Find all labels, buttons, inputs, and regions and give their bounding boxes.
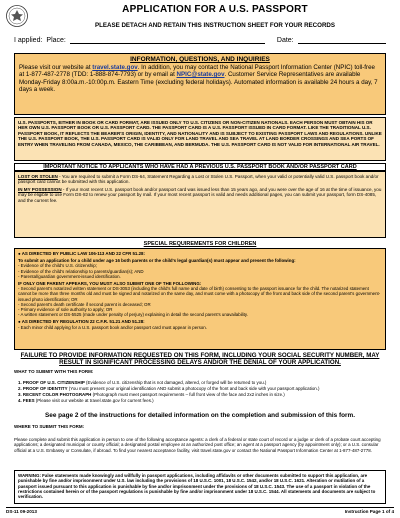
form-subtitle: PLEASE DETACH AND RETAIN THIS INSTRUCTION SHEET FOR YOUR RECORDS: [94, 22, 336, 29]
place-label: Place:: [46, 37, 66, 44]
info-text-2: . In addition, you may contact the National Passport Information Center (NPIC) toll-free at 1-877-487-2778 (TDD: 1-888-874-7793) or by email at: [19, 64, 375, 79]
item-text: (You must present your original identification AND submit a photocopy of the front and back side with your passport application.): [67, 386, 320, 391]
warning-box: WARNING: False statements made knowingly and willfully in passport applications, including affidavits or other documents submitted to support this application, are punishable by fine and/or imprisonment under U.S. law including the provisions of 18 U.S.C. 1001, 18 U.S.C. 1542, and/or 18 U.S.C. 1621. Alteration or mutilation of a passport issued pursuant to this application is punishable by fine and/or imprisonment under the provisions of 18 U.S.C. 1543. The use of a passport in violation of the restrictions contained herein or of the passport regulations is punishable by fine and/or imprisonment under 18 U.S.C. 1544. All statements and documents are subject to verification.: [14, 470, 386, 504]
info-box: [14, 53, 386, 115]
where-submit-text: Please complete and submit this application in person to one of the following acceptance agents: a clerk of a federal or state court of record or a judge or clerk of a probate court accepting applications; a designated municipal or county official; a designated postal employee at an authorized post office; an agent at a passport agency (by appointment only); or a U.S. consular official at a U.S. Embassy or Consulate, if abroad. To find your nearest acceptance facility, visit travel.state.gov or contact the National Passport Information Center at 1-877-487-2778.: [14, 437, 381, 453]
possession-paragraph: [18, 187, 382, 203]
minor-note: - Each minor child applying for a U.S. passport book and/or passport card must appear in person.: [18, 324, 207, 330]
item-label: 3. RECENT COLOR PHOTOGRAPH: [18, 392, 92, 397]
special-intro: To submit an application for a child under age 16 both parents or the child's legal guardian(s) must appear and present the following:: [18, 258, 296, 264]
submit-list: [18, 380, 386, 404]
law-2: AS DIRECTED BY REGULATION 22 C.F.R. 51.21 AND 51.28:: [21, 319, 145, 325]
page-number: Instruction Page 1 of 4: [344, 509, 394, 514]
applied-label: I applied:: [14, 37, 43, 44]
what-submit-heading: WHAT TO SUBMIT WITH THIS FORM:: [14, 369, 94, 374]
item-label: 2. PROOF OF IDENTITY: [18, 386, 68, 391]
item-text: (Evidence of U.S. citizenship that is not damaged, altered, or forged will be returned to you.): [84, 380, 267, 385]
list-item: [18, 398, 386, 404]
opt-1: - Second parent's notarized written statement or DS-3053 (including the child's full name and date of birth) consenting to the passport issuance for the child. The notarized statement cannot be more than three months old and must be signed and notarized on the same day, and must come with a photocopy of the front and back side of the second parent's government-issued photo identification; OR: [18, 286, 381, 302]
website-link[interactable]: travel.state.gov: [92, 64, 138, 71]
notice-heading: IMPORTANT NOTICE TO APPLICANTS WHO HAVE HAD A PREVIOUS U.S. PASSPORT BOOK AND/OR PASSPORT CARD: [14, 163, 386, 171]
req-3: - Parental/guardian government-issued identification.: [18, 273, 121, 279]
item-text: (Please visit our website at travel.state.gov for current fees.): [34, 398, 154, 403]
one-parent-heading: IF ONLY ONE PARENT APPEARS, YOU MUST ALSO SUBMIT ONE OF THE FOLLOWING:: [18, 281, 202, 287]
item-text: (Photograph must meet passport requirements – full front view of the face and 2x2 inches in size.): [91, 392, 285, 397]
applied-row: [14, 34, 386, 44]
bullet-icon: ●: [18, 251, 22, 256]
req-2: - Evidence of the child's relationship to parents/guardian(s); AND: [18, 268, 144, 274]
law-1: AS DIRECTED BY PUBLIC LAW 106-113 AND 22 CFR 51.28:: [21, 251, 145, 256]
info-text-3: . Customer Service Representatives are available Monday-Friday 8:00a.m.-10:00p.m. Eastern Time (excluding federal holidays). Automated information is available 24 hours a day, 7 days a week.: [19, 71, 378, 93]
form-id: DS-11 09-2013: [6, 509, 37, 514]
lost-label: LOST OR STOLEN: [18, 174, 58, 179]
usp-passport-box: U.S. PASSPORTS, EITHER IN BOOK OR CARD FORMAT, ARE ISSUED ONLY TO U.S. CITIZENS OR NON-CITIZEN NATIONALS. EACH PERSON MUST OBTAIN HIS OR HER OWN U.S. PASSPORT BOOK OR U.S. PASSPORT CARD. THE PASSPORT CARD IS A U.S. PASSPORT ISSUED IN CARD FORMAT. LIKE THE TRADITIONAL U.S. PASSPORT BOOK, IT REFLECTS THE BEARER'S ORIGIN, IDENTITY, AND NATIONALITY AND IS SUBJECT TO EXISTING PASSPORT LAWS AND REGULATIONS. UNLIKE THE U.S. PASSPORT BOOK, THE U.S. PASSPORT CARD IS VALID ONLY FOR LAND TRAVEL AND SEA TRAVEL AT LAND BORDER CROSSINGS AND SEA PORTS OF ENTRY WHEN TRAVELING FROM CANADA, MEXICO, THE CARIBBEAN, AND BERMUDA. THE U.S. PASSPORT CARD IS NOT VALID FOR INTERNATIONAL AIR TRAVEL.: [14, 117, 386, 161]
item-label: 1. PROOF OF U.S. CITIZENSHIP: [18, 380, 85, 385]
info-text-1: Please visit our website at: [19, 64, 93, 71]
special-box: [14, 248, 386, 350]
lost-paragraph: [18, 174, 382, 185]
possession-text: - If your most recent U.S. passport book and/or passport card was issued less than 15 years ago, and you were over the age of 16 at the time of issuance, you may be eligible to use Form DS-82 to renew your passport by mail. If your most recent passport is valid and needs additional pages, you can submit your passport, form DS-4085, and the current fee.: [18, 186, 382, 203]
possession-label: IN MY POSSESSION: [18, 186, 62, 192]
lost-text: - You are required to submit a Form DS-64, Statement Regarding a Lost or Stolen U.S. Passport, when your valid or potentially valid U.S. passport book and/or passport card cannot be submitted with this application.: [18, 174, 379, 185]
failure-notice: FAILURE TO PROVIDE INFORMATION REQUESTED ON THIS FORM, INCLUDING YOUR SOCIAL SECURITY NUMBER, MAY RESULT IN SIGNIFICANT PROCESSING DELAYS AND/OR THE DENIAL OF YOUR APPLICATION.: [20, 352, 380, 367]
email-link[interactable]: NPIC@state.gov: [176, 71, 225, 79]
footer: [6, 507, 394, 515]
date-field[interactable]: [298, 36, 386, 44]
opt-2: - Second parent's death certificate if second parent is deceased; OR: [18, 301, 151, 307]
opt-3: - Primary evidence of sole authority to apply; OR: [18, 307, 113, 313]
opt-4: - A written statement or DS-5525 (made under penalty of perjury) explaining in detail the second parent's unavailability.: [18, 312, 248, 318]
item-label: 4. FEES: [18, 398, 35, 403]
place-field[interactable]: [70, 36, 265, 44]
where-submit-heading: WHERE TO SUBMIT THIS FORM:: [14, 424, 85, 429]
lost-box: [14, 171, 386, 238]
info-text: [19, 64, 381, 93]
form-title: APPLICATION FOR A U.S. PASSPORT: [122, 4, 308, 15]
date-label: Date:: [276, 37, 294, 44]
us-seal-icon: [6, 5, 28, 27]
info-heading: INFORMATION, QUESTIONS, AND INQUIRIES: [130, 56, 270, 63]
req-1: - Evidence of the child's U.S. citizenship;: [18, 263, 97, 269]
special-heading: SPECIAL REQUIREMENTS FOR CHILDREN: [143, 241, 257, 247]
see-page-note: See page 2 of the instructions for detailed information on the completion and submission of this form.: [45, 412, 355, 419]
bullet-icon: ●: [18, 319, 22, 325]
